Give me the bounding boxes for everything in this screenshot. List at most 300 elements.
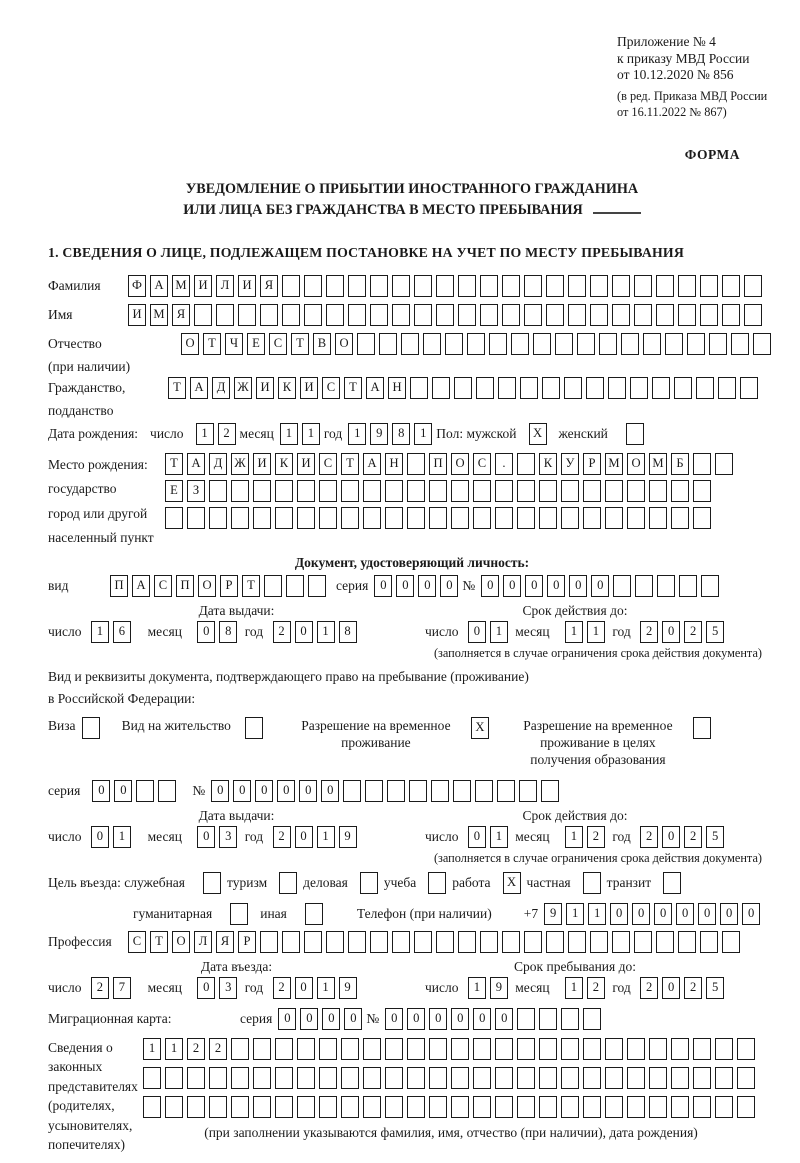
char-box[interactable] <box>656 304 674 326</box>
char-box[interactable]: О <box>181 333 199 355</box>
char-box[interactable] <box>731 333 749 355</box>
char-box[interactable] <box>583 1038 601 1060</box>
char-box[interactable] <box>671 1096 689 1118</box>
char-box[interactable] <box>693 1067 711 1089</box>
char-box[interactable]: 1 <box>468 977 486 999</box>
char-box[interactable] <box>480 275 498 297</box>
char-box[interactable]: Е <box>247 333 265 355</box>
char-box[interactable] <box>693 480 711 502</box>
char-box[interactable] <box>414 275 432 297</box>
char-box[interactable] <box>407 1067 425 1089</box>
char-box[interactable]: Т <box>291 333 309 355</box>
char-box[interactable]: . <box>495 453 513 475</box>
char-box[interactable] <box>519 780 537 802</box>
char-box[interactable] <box>436 931 454 953</box>
char-box[interactable] <box>282 275 300 297</box>
char-box[interactable] <box>392 275 410 297</box>
char-box[interactable]: М <box>649 453 667 475</box>
char-box[interactable] <box>678 931 696 953</box>
char-box[interactable] <box>348 304 366 326</box>
char-box[interactable]: Ж <box>231 453 249 475</box>
char-box[interactable] <box>392 304 410 326</box>
char-box[interactable] <box>561 1038 579 1060</box>
char-box[interactable] <box>260 304 278 326</box>
char-box[interactable]: М <box>605 453 623 475</box>
char-box[interactable]: 1 <box>317 621 335 643</box>
purpose-tourism-checkbox[interactable] <box>279 872 297 894</box>
char-box[interactable] <box>308 575 326 597</box>
char-box[interactable]: И <box>238 275 256 297</box>
char-box[interactable]: 0 <box>211 780 229 802</box>
char-box[interactable]: 1 <box>196 423 214 445</box>
char-box[interactable]: 1 <box>113 826 131 848</box>
birth-place-row1-input[interactable] <box>165 453 737 475</box>
char-box[interactable] <box>634 304 652 326</box>
char-box[interactable] <box>326 304 344 326</box>
purpose-work-checkbox[interactable]: X <box>503 872 521 894</box>
char-box[interactable] <box>740 377 758 399</box>
char-box[interactable]: 0 <box>295 977 313 999</box>
char-box[interactable] <box>693 453 711 475</box>
char-box[interactable] <box>635 575 653 597</box>
char-box[interactable] <box>671 1067 689 1089</box>
char-box[interactable]: 0 <box>385 1008 403 1030</box>
stay-year-input[interactable] <box>640 977 728 992</box>
char-box[interactable] <box>453 780 471 802</box>
char-box[interactable]: 9 <box>339 977 357 999</box>
char-box[interactable] <box>737 1038 755 1060</box>
char-box[interactable] <box>282 931 300 953</box>
char-box[interactable] <box>605 480 623 502</box>
char-box[interactable] <box>410 377 428 399</box>
char-box[interactable] <box>341 1067 359 1089</box>
char-box[interactable]: 0 <box>344 1008 362 1030</box>
char-box[interactable]: 8 <box>219 621 237 643</box>
char-box[interactable] <box>231 1038 249 1060</box>
char-box[interactable]: 0 <box>300 1008 318 1030</box>
char-box[interactable]: 0 <box>473 1008 491 1030</box>
char-box[interactable] <box>539 480 557 502</box>
char-box[interactable]: И <box>256 377 274 399</box>
char-box[interactable] <box>216 304 234 326</box>
char-box[interactable]: 5 <box>706 977 724 999</box>
char-box[interactable]: 2 <box>273 621 291 643</box>
char-box[interactable]: 0 <box>299 780 317 802</box>
expiry-year-input[interactable] <box>640 621 728 636</box>
char-box[interactable] <box>643 333 661 355</box>
char-box[interactable] <box>502 275 520 297</box>
char-box[interactable] <box>612 304 630 326</box>
char-box[interactable] <box>165 1096 183 1118</box>
char-box[interactable] <box>753 333 771 355</box>
purpose-transit-checkbox[interactable] <box>663 872 681 894</box>
char-box[interactable] <box>407 1096 425 1118</box>
char-box[interactable] <box>370 931 388 953</box>
birth-month-input[interactable] <box>280 423 324 445</box>
char-box[interactable]: О <box>198 575 216 597</box>
char-box[interactable] <box>209 507 227 529</box>
char-box[interactable]: 0 <box>610 903 628 925</box>
char-box[interactable]: 0 <box>495 1008 513 1030</box>
char-box[interactable] <box>649 1096 667 1118</box>
char-box[interactable]: А <box>363 453 381 475</box>
char-box[interactable] <box>568 931 586 953</box>
char-box[interactable]: 0 <box>277 780 295 802</box>
char-box[interactable] <box>348 931 366 953</box>
char-box[interactable] <box>498 377 516 399</box>
char-box[interactable]: Т <box>203 333 221 355</box>
char-box[interactable] <box>495 507 513 529</box>
sex-female-checkbox[interactable] <box>626 423 644 445</box>
char-box[interactable]: 1 <box>490 621 508 643</box>
char-box[interactable] <box>561 1008 579 1030</box>
char-box[interactable] <box>737 1067 755 1089</box>
char-box[interactable] <box>524 931 542 953</box>
char-box[interactable] <box>621 333 639 355</box>
char-box[interactable] <box>392 931 410 953</box>
char-box[interactable] <box>143 1067 161 1089</box>
char-box[interactable] <box>612 931 630 953</box>
char-box[interactable] <box>583 480 601 502</box>
char-box[interactable] <box>275 480 293 502</box>
char-box[interactable]: Л <box>194 931 212 953</box>
char-box[interactable] <box>649 1067 667 1089</box>
char-box[interactable] <box>343 780 361 802</box>
char-box[interactable] <box>194 304 212 326</box>
char-box[interactable]: Н <box>385 453 403 475</box>
char-box[interactable] <box>319 1067 337 1089</box>
char-box[interactable]: 0 <box>295 826 313 848</box>
char-box[interactable] <box>363 480 381 502</box>
char-box[interactable] <box>187 1067 205 1089</box>
char-box[interactable] <box>520 377 538 399</box>
char-box[interactable] <box>275 507 293 529</box>
char-box[interactable]: 9 <box>490 977 508 999</box>
char-box[interactable]: П <box>176 575 194 597</box>
char-box[interactable] <box>231 507 249 529</box>
char-box[interactable]: 0 <box>374 575 392 597</box>
char-box[interactable]: У <box>561 453 579 475</box>
char-box[interactable] <box>423 333 441 355</box>
char-box[interactable]: 0 <box>114 780 132 802</box>
char-box[interactable] <box>495 1067 513 1089</box>
patronymic-input[interactable] <box>181 333 775 355</box>
char-box[interactable] <box>693 507 711 529</box>
char-box[interactable] <box>517 1096 535 1118</box>
char-box[interactable] <box>480 304 498 326</box>
char-box[interactable] <box>605 507 623 529</box>
char-box[interactable] <box>737 1096 755 1118</box>
char-box[interactable] <box>429 1067 447 1089</box>
char-box[interactable]: 0 <box>197 977 215 999</box>
entry-year-input[interactable] <box>273 977 361 992</box>
char-box[interactable] <box>561 1096 579 1118</box>
char-box[interactable]: 1 <box>414 423 432 445</box>
char-box[interactable] <box>409 780 427 802</box>
char-box[interactable] <box>253 480 271 502</box>
char-box[interactable] <box>517 1038 535 1060</box>
char-box[interactable] <box>319 507 337 529</box>
sex-male-checkbox[interactable]: X <box>529 423 547 445</box>
char-box[interactable] <box>363 1038 381 1060</box>
char-box[interactable] <box>583 1096 601 1118</box>
char-box[interactable] <box>401 333 419 355</box>
citizenship-input[interactable] <box>168 377 762 399</box>
char-box[interactable] <box>165 507 183 529</box>
birth-year-input[interactable] <box>348 423 436 445</box>
char-box[interactable]: Ж <box>234 377 252 399</box>
representatives-row1-input[interactable] <box>143 1038 759 1060</box>
char-box[interactable]: 3 <box>219 977 237 999</box>
char-box[interactable] <box>722 304 740 326</box>
char-box[interactable] <box>542 377 560 399</box>
char-box[interactable] <box>414 304 432 326</box>
char-box[interactable]: 1 <box>280 423 298 445</box>
residence-expiry-year-input[interactable] <box>640 826 728 841</box>
char-box[interactable] <box>458 304 476 326</box>
residence-issue-month-input[interactable] <box>197 826 241 841</box>
char-box[interactable]: 0 <box>92 780 110 802</box>
char-box[interactable] <box>253 1096 271 1118</box>
char-box[interactable] <box>431 780 449 802</box>
char-box[interactable] <box>546 931 564 953</box>
residence-expiry-month-input[interactable] <box>565 826 609 841</box>
char-box[interactable]: О <box>172 931 190 953</box>
residence-series-input[interactable] <box>92 780 180 802</box>
char-box[interactable] <box>495 480 513 502</box>
char-box[interactable] <box>275 1067 293 1089</box>
char-box[interactable] <box>407 1038 425 1060</box>
char-box[interactable]: О <box>627 453 645 475</box>
char-box[interactable] <box>678 275 696 297</box>
char-box[interactable]: К <box>275 453 293 475</box>
surname-input[interactable] <box>128 275 766 297</box>
char-box[interactable] <box>715 453 733 475</box>
doc-number-input[interactable] <box>481 575 723 597</box>
char-box[interactable]: 1 <box>348 423 366 445</box>
char-box[interactable] <box>365 780 383 802</box>
char-box[interactable] <box>541 780 559 802</box>
char-box[interactable]: 9 <box>370 423 388 445</box>
char-box[interactable] <box>304 931 322 953</box>
char-box[interactable]: 1 <box>566 903 584 925</box>
char-box[interactable] <box>583 1008 601 1030</box>
char-box[interactable]: Т <box>344 377 362 399</box>
char-box[interactable] <box>700 931 718 953</box>
char-box[interactable] <box>429 1096 447 1118</box>
char-box[interactable]: Т <box>242 575 260 597</box>
char-box[interactable] <box>275 1038 293 1060</box>
char-box[interactable]: 0 <box>591 575 609 597</box>
char-box[interactable] <box>297 507 315 529</box>
char-box[interactable] <box>517 1008 535 1030</box>
char-box[interactable]: 8 <box>392 423 410 445</box>
char-box[interactable]: С <box>128 931 146 953</box>
char-box[interactable]: А <box>150 275 168 297</box>
char-box[interactable]: В <box>313 333 331 355</box>
char-box[interactable]: 5 <box>706 621 724 643</box>
char-box[interactable] <box>634 275 652 297</box>
char-box[interactable] <box>502 304 520 326</box>
char-box[interactable]: 2 <box>684 977 702 999</box>
char-box[interactable] <box>467 333 485 355</box>
char-box[interactable] <box>696 377 714 399</box>
char-box[interactable]: 1 <box>490 826 508 848</box>
char-box[interactable]: С <box>269 333 287 355</box>
char-box[interactable] <box>627 480 645 502</box>
char-box[interactable]: 2 <box>640 826 658 848</box>
char-box[interactable]: 2 <box>218 423 236 445</box>
char-box[interactable] <box>671 507 689 529</box>
char-box[interactable] <box>341 507 359 529</box>
char-box[interactable] <box>627 507 645 529</box>
char-box[interactable] <box>539 1096 557 1118</box>
char-box[interactable]: 5 <box>706 826 724 848</box>
char-box[interactable]: 0 <box>440 575 458 597</box>
char-box[interactable] <box>319 1038 337 1060</box>
char-box[interactable] <box>671 1038 689 1060</box>
temp-residence-edu-checkbox[interactable] <box>693 717 711 739</box>
stay-day-input[interactable] <box>468 977 512 992</box>
char-box[interactable]: 9 <box>544 903 562 925</box>
char-box[interactable]: Л <box>216 275 234 297</box>
char-box[interactable] <box>701 575 719 597</box>
char-box[interactable] <box>231 480 249 502</box>
char-box[interactable]: 9 <box>339 826 357 848</box>
char-box[interactable] <box>363 507 381 529</box>
char-box[interactable] <box>297 1038 315 1060</box>
char-box[interactable] <box>497 780 515 802</box>
char-box[interactable]: 1 <box>165 1038 183 1060</box>
expiry-month-input[interactable] <box>565 621 609 636</box>
char-box[interactable] <box>590 304 608 326</box>
char-box[interactable] <box>630 377 648 399</box>
char-box[interactable]: С <box>473 453 491 475</box>
char-box[interactable] <box>665 333 683 355</box>
profession-input[interactable] <box>128 931 744 953</box>
char-box[interactable] <box>297 480 315 502</box>
char-box[interactable]: Е <box>165 480 183 502</box>
char-box[interactable] <box>539 1038 557 1060</box>
residence-expiry-day-input[interactable] <box>468 826 512 841</box>
char-box[interactable]: Д <box>209 453 227 475</box>
char-box[interactable] <box>326 931 344 953</box>
char-box[interactable]: 1 <box>317 977 335 999</box>
char-box[interactable]: 0 <box>662 621 680 643</box>
issue-month-input[interactable] <box>197 621 241 636</box>
char-box[interactable]: Р <box>238 931 256 953</box>
char-box[interactable] <box>341 1038 359 1060</box>
char-box[interactable] <box>605 1038 623 1060</box>
char-box[interactable] <box>379 333 397 355</box>
char-box[interactable]: 1 <box>565 826 583 848</box>
char-box[interactable] <box>473 507 491 529</box>
char-box[interactable] <box>432 377 450 399</box>
char-box[interactable]: Б <box>671 453 689 475</box>
char-box[interactable] <box>608 377 626 399</box>
representatives-row3-input[interactable] <box>143 1096 759 1118</box>
char-box[interactable]: Я <box>260 275 278 297</box>
purpose-humanitarian-checkbox[interactable] <box>230 903 248 925</box>
char-box[interactable] <box>297 1067 315 1089</box>
char-box[interactable] <box>319 480 337 502</box>
birth-place-row3-input[interactable] <box>165 507 737 529</box>
char-box[interactable]: 0 <box>662 977 680 999</box>
char-box[interactable] <box>539 1008 557 1030</box>
char-box[interactable] <box>502 931 520 953</box>
char-box[interactable] <box>649 480 667 502</box>
char-box[interactable]: 1 <box>302 423 320 445</box>
char-box[interactable] <box>429 507 447 529</box>
char-box[interactable] <box>539 507 557 529</box>
char-box[interactable] <box>718 377 736 399</box>
char-box[interactable] <box>445 333 463 355</box>
char-box[interactable]: 0 <box>322 1008 340 1030</box>
char-box[interactable] <box>264 575 282 597</box>
char-box[interactable]: О <box>451 453 469 475</box>
char-box[interactable]: 0 <box>547 575 565 597</box>
char-box[interactable] <box>385 1038 403 1060</box>
char-box[interactable]: А <box>132 575 150 597</box>
char-box[interactable]: Я <box>216 931 234 953</box>
char-box[interactable]: 0 <box>295 621 313 643</box>
char-box[interactable]: 0 <box>418 575 436 597</box>
char-box[interactable]: 2 <box>684 826 702 848</box>
char-box[interactable] <box>282 304 300 326</box>
char-box[interactable] <box>458 275 476 297</box>
char-box[interactable]: Я <box>172 304 190 326</box>
char-box[interactable]: 0 <box>698 903 716 925</box>
char-box[interactable] <box>454 377 472 399</box>
char-box[interactable] <box>656 275 674 297</box>
char-box[interactable]: 0 <box>451 1008 469 1030</box>
char-box[interactable]: О <box>335 333 353 355</box>
char-box[interactable] <box>656 931 674 953</box>
char-box[interactable] <box>590 931 608 953</box>
char-box[interactable]: 1 <box>565 621 583 643</box>
char-box[interactable] <box>387 780 405 802</box>
char-box[interactable]: 2 <box>640 977 658 999</box>
char-box[interactable] <box>473 1067 491 1089</box>
char-box[interactable] <box>451 1096 469 1118</box>
char-box[interactable] <box>546 275 564 297</box>
char-box[interactable]: З <box>187 480 205 502</box>
representatives-row2-input[interactable] <box>143 1067 759 1089</box>
char-box[interactable]: С <box>154 575 172 597</box>
purpose-study-checkbox[interactable] <box>428 872 446 894</box>
char-box[interactable] <box>489 333 507 355</box>
char-box[interactable]: 0 <box>632 903 650 925</box>
char-box[interactable] <box>253 1067 271 1089</box>
char-box[interactable]: 0 <box>654 903 672 925</box>
char-box[interactable]: С <box>322 377 340 399</box>
char-box[interactable]: 0 <box>197 826 215 848</box>
char-box[interactable] <box>722 275 740 297</box>
char-box[interactable]: 2 <box>640 621 658 643</box>
temp-residence-checkbox[interactable]: X <box>471 717 489 739</box>
char-box[interactable] <box>517 507 535 529</box>
char-box[interactable]: 8 <box>339 621 357 643</box>
char-box[interactable] <box>436 304 454 326</box>
char-box[interactable] <box>209 1067 227 1089</box>
char-box[interactable] <box>568 304 586 326</box>
char-box[interactable] <box>209 480 227 502</box>
char-box[interactable] <box>652 377 670 399</box>
char-box[interactable] <box>744 304 762 326</box>
char-box[interactable] <box>700 275 718 297</box>
char-box[interactable]: 1 <box>588 903 606 925</box>
char-box[interactable] <box>231 1067 249 1089</box>
